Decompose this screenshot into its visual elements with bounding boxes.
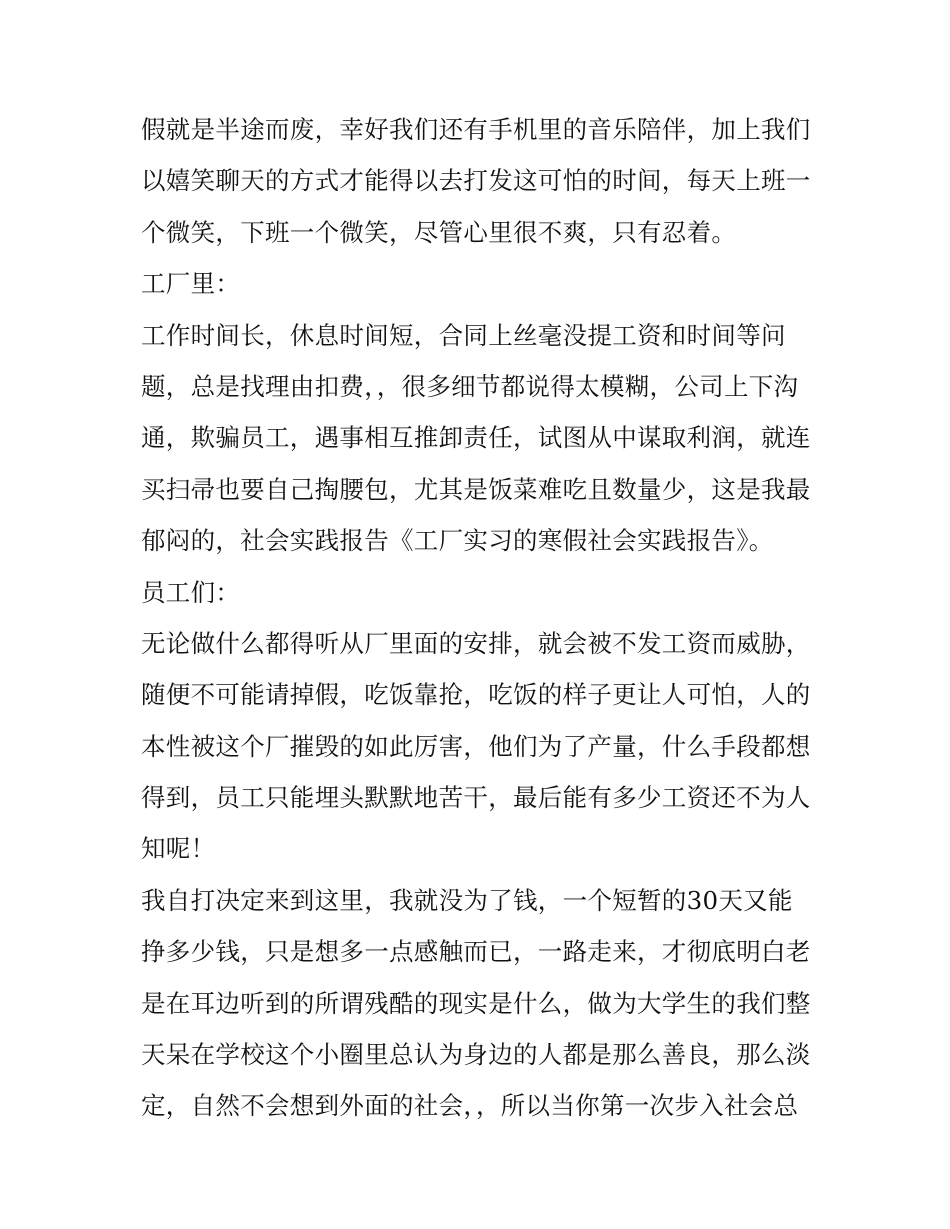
- text-line: 知呢！: [141, 834, 216, 864]
- text-line: 假就是半途而废，幸好我们还有手机里的音乐陪伴，加上我们: [141, 115, 811, 144]
- text-line: 题，总是找理由扣费，，很多细节都说得太模糊，公司上下沟: [141, 371, 799, 401]
- text-line: 无论做什么都得听从厂里面的安排，就会被不发工资而威胁，: [141, 628, 811, 658]
- section-heading: 员工们：: [141, 577, 241, 607]
- text-line: 本性被这个厂摧毁的如此厉害，他们为了产量，什么手段都想: [141, 731, 811, 761]
- text-line: 以嬉笑聊天的方式才能得以去打发这可怕的时间，每天上班一: [141, 166, 811, 196]
- text-line: 随便不可能请掉假，吃饭靠抢，吃饭的样子更让人可怕，人的: [141, 680, 811, 710]
- text-line: 通，欺骗员工，遇事相互推卸责任，试图从中谋取利润，就连: [141, 423, 811, 453]
- text-line: 是在耳边听到的所谓残酷的现实是什么，做为大学生的我们整: [141, 988, 811, 1018]
- text-line: 得到，员工只能埋头默默地苦干，最后能有多少工资还不为人: [141, 783, 811, 813]
- text-line: 工作时间长，休息时间短，合同上丝毫没提工资和时间等问: [141, 320, 786, 350]
- text-line: 我自打决定来到这里，我就没为了钱，一个短暂的30天又能: [141, 885, 793, 915]
- text-line: 天呆在学校这个小圈里总认为身边的人都是那么善良，那么淡: [141, 1040, 811, 1070]
- text-line: 定，自然不会想到外面的社会，，所以当你第一次步入社会总: [141, 1091, 799, 1121]
- text-line: 郁闷的，社会实践报告《工厂实习的寒假社会实践报告》。: [141, 526, 774, 556]
- section-heading: 工厂里：: [141, 269, 241, 299]
- text-line: 个微笑，下班一个微笑，尽管心里很不爽，只有忍着。: [141, 217, 737, 247]
- text-line: 买扫帚也要自己掏腰包，尤其是饭菜难吃且数量少，这是我最: [141, 474, 811, 504]
- text-line: 挣多少钱，只是想多一点感触而已，一路走来，才彻底明白老: [141, 937, 811, 967]
- body-text: [141, 104, 821, 1132]
